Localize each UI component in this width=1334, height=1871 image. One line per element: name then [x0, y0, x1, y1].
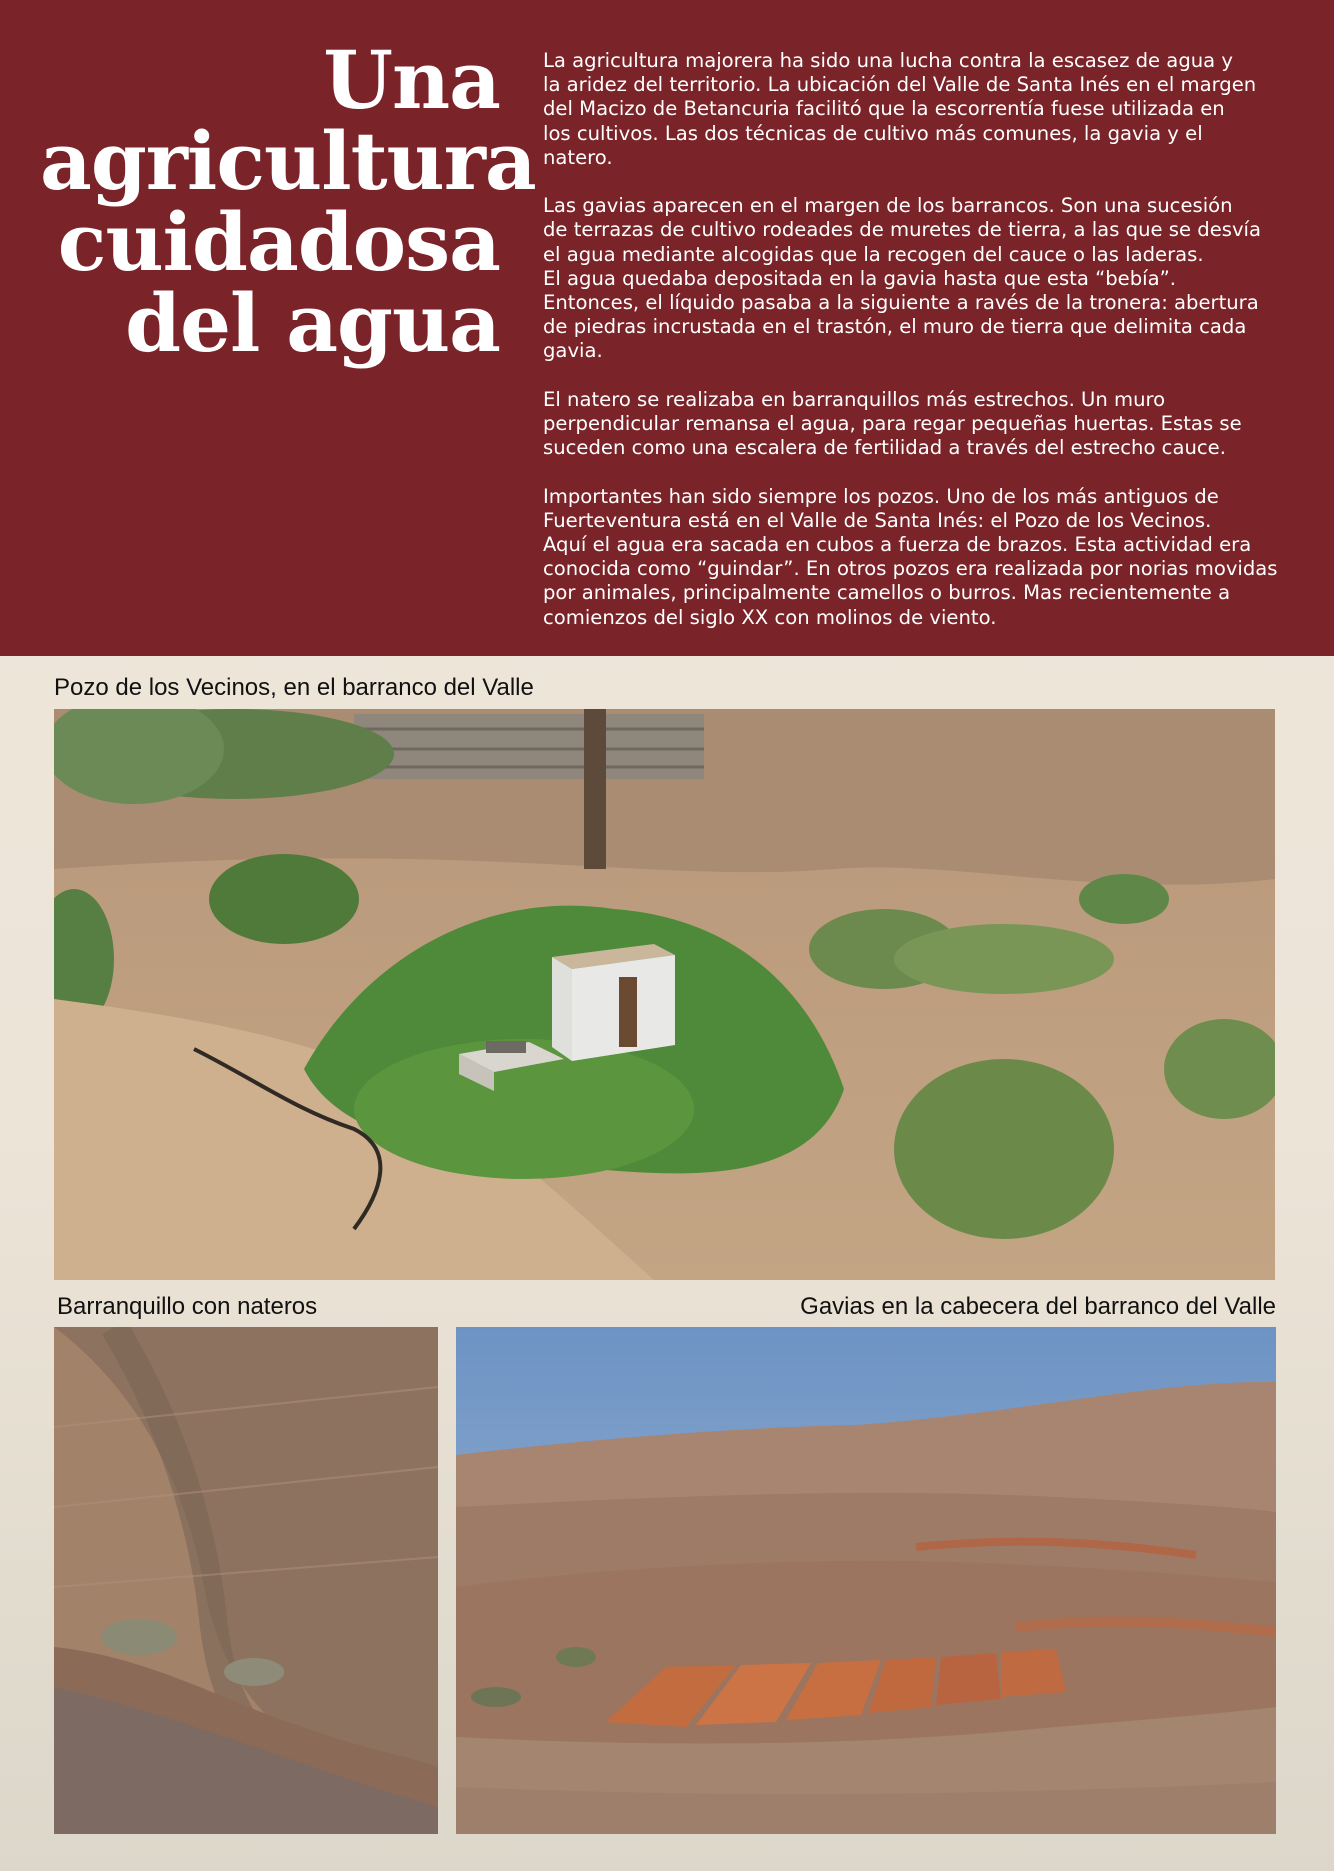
title-line: cuidadosa: [57, 195, 500, 289]
title-line: del agua: [125, 276, 500, 370]
title-line: agricultura: [40, 114, 536, 208]
page-title: [40, 33, 536, 370]
barranquillo-photo: [54, 1327, 438, 1834]
title-line: Una: [323, 33, 500, 127]
paragraph-natero: El natero se realizaba en barranquillos más estrechos. Un muro perpendicular remansa el agua, para regar pequeñas huertas. Estas se suceden como una escalera de fertilidad a través del estrecho cauce.: [543, 387, 1242, 460]
paragraph-agricultura: La agricultura majorera ha sido una lucha contra la escasez de agua y la aridez del territorio. La ubicación del Valle de Santa Inés en el margen del Macizo de Betancuria facilitó que la escorrentía fuese utilizada en los cultivos. Las dos técnicas de cultivo más comunes, la gavia y el natero.: [543, 49, 1257, 169]
gavias-photo: [456, 1327, 1276, 1834]
gavias-caption: Gavias en la cabecera del barranco del Valle: [800, 1293, 1276, 1320]
pozo-caption: Pozo de los Vecinos, en el barranco del Valle: [54, 674, 534, 701]
barranquillo-caption: Barranquillo con nateros: [57, 1293, 318, 1320]
header-panel: [0, 0, 1334, 656]
paragraph-pozos: Importantes han sido siempre los pozos. Uno de los más antiguos de Fuerteventura está en el Valle de Santa Inés: el Pozo de los Vecinos. Aquí el agua era sacada en cubos a fuerza de brazos. Esta actividad era conocida como “guindar”. En otros pozos era realizada por norias movidas por animales, principalmente camellos o burros. Mas recientemente a comienzos del siglo XX con molinos de viento.: [543, 484, 1278, 629]
pozo-photo: [54, 709, 1275, 1280]
intro-text: [543, 49, 1283, 654]
paragraph-gavias: Las gavias aparecen en el margen de los barrancos. Son una sucesión de terrazas de cultivo rodeades de muretes de tierra, a las que se desvía el agua mediante alcogidas que la recogen del cauce o las laderas. El agua quedaba depositada en la gavia hasta que esta “bebía”. Entonces, el líquido pasaba a la siguiente a ravés de la tronera: abertura de piedras incrustada en el trastón, el muro de tierra que delimita cada gavia.: [543, 194, 1262, 363]
